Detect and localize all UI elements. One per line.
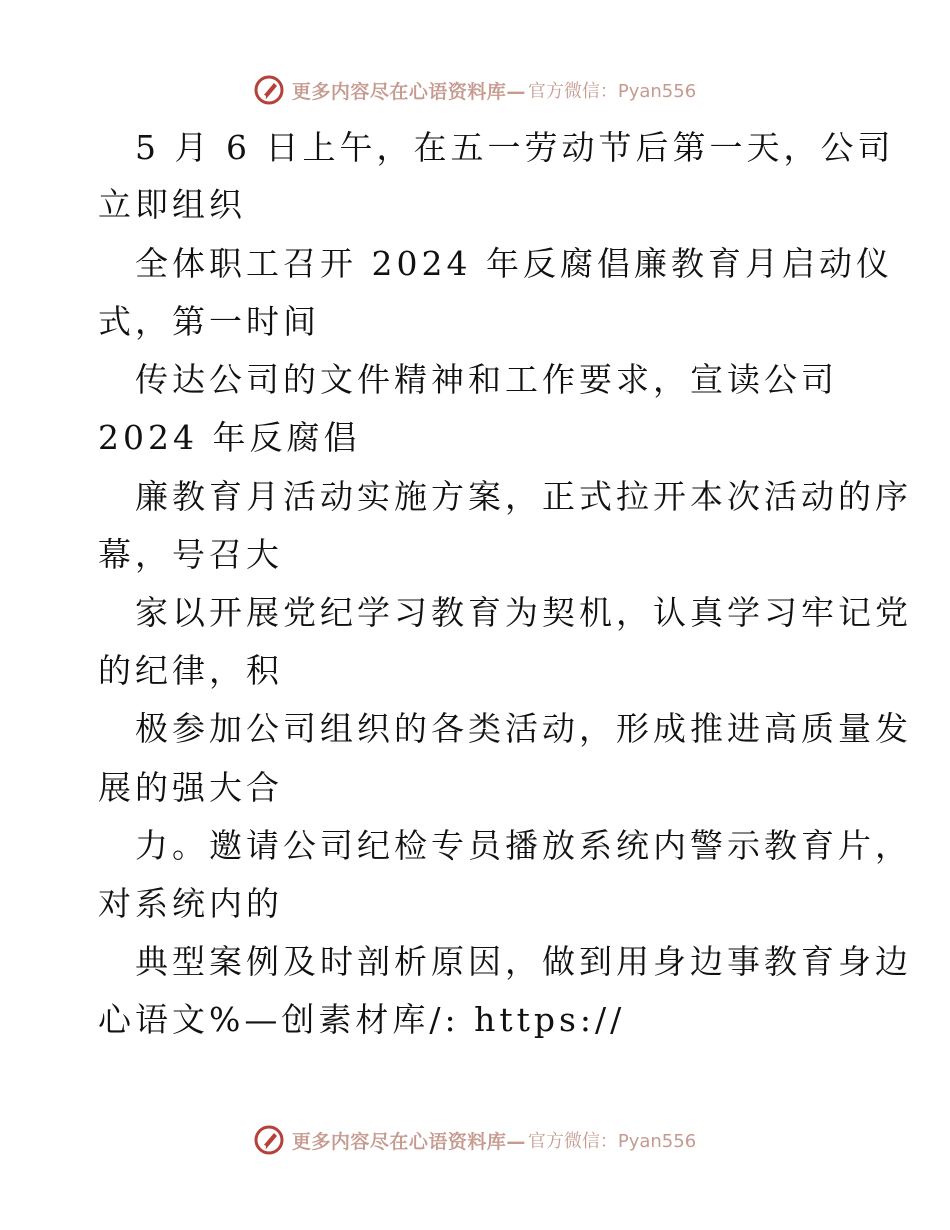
- body-line: 心语文%—创素材库/: https://: [98, 1000, 626, 1039]
- body-line: 展的强大合: [98, 768, 283, 807]
- body-line: 2024 年反腐倡: [98, 418, 361, 457]
- body-line: 立即组织: [98, 185, 246, 224]
- body-line: 全体职工召开 2024 年反腐倡廉教育月启动仪: [135, 244, 893, 283]
- body-line: 极参加公司组织的各类活动，形成推进高质量发: [135, 709, 912, 748]
- body-line: 廉教育月活动实施方案，正式拉开本次活动的序: [135, 477, 912, 516]
- body-line: 传达公司的文件精神和工作要求，宣读公司: [135, 360, 838, 399]
- header-banner-wechat: 官方微信：Pyan556: [527, 81, 697, 102]
- body-line: 幕，号召大: [98, 535, 283, 574]
- body-line: 力。邀请公司纪检专员播放系统内警示教育片，: [135, 826, 912, 865]
- header-banner-text: 更多内容尽在心语资料库—: [291, 80, 526, 103]
- footer-banner: [0, 1122, 950, 1158]
- pen-seal-logo-icon: [254, 1125, 284, 1155]
- body-line: 的纪律，积: [98, 651, 283, 690]
- body-line: 典型案例及时剖析原因，做到用身边事教育身边: [135, 942, 912, 981]
- body-line: 5 月 6 日上午，在五一劳动节后第一天，公司: [135, 128, 895, 167]
- body-line: 式，第一时间: [98, 302, 320, 341]
- body-line: 对系统内的: [98, 884, 283, 923]
- footer-banner-wechat: 官方微信：Pyan556: [527, 1131, 697, 1152]
- footer-banner-text: 更多内容尽在心语资料库—: [291, 1130, 526, 1153]
- body-line: 家以开展党纪学习教育为契机，认真学习牢记党: [135, 593, 912, 632]
